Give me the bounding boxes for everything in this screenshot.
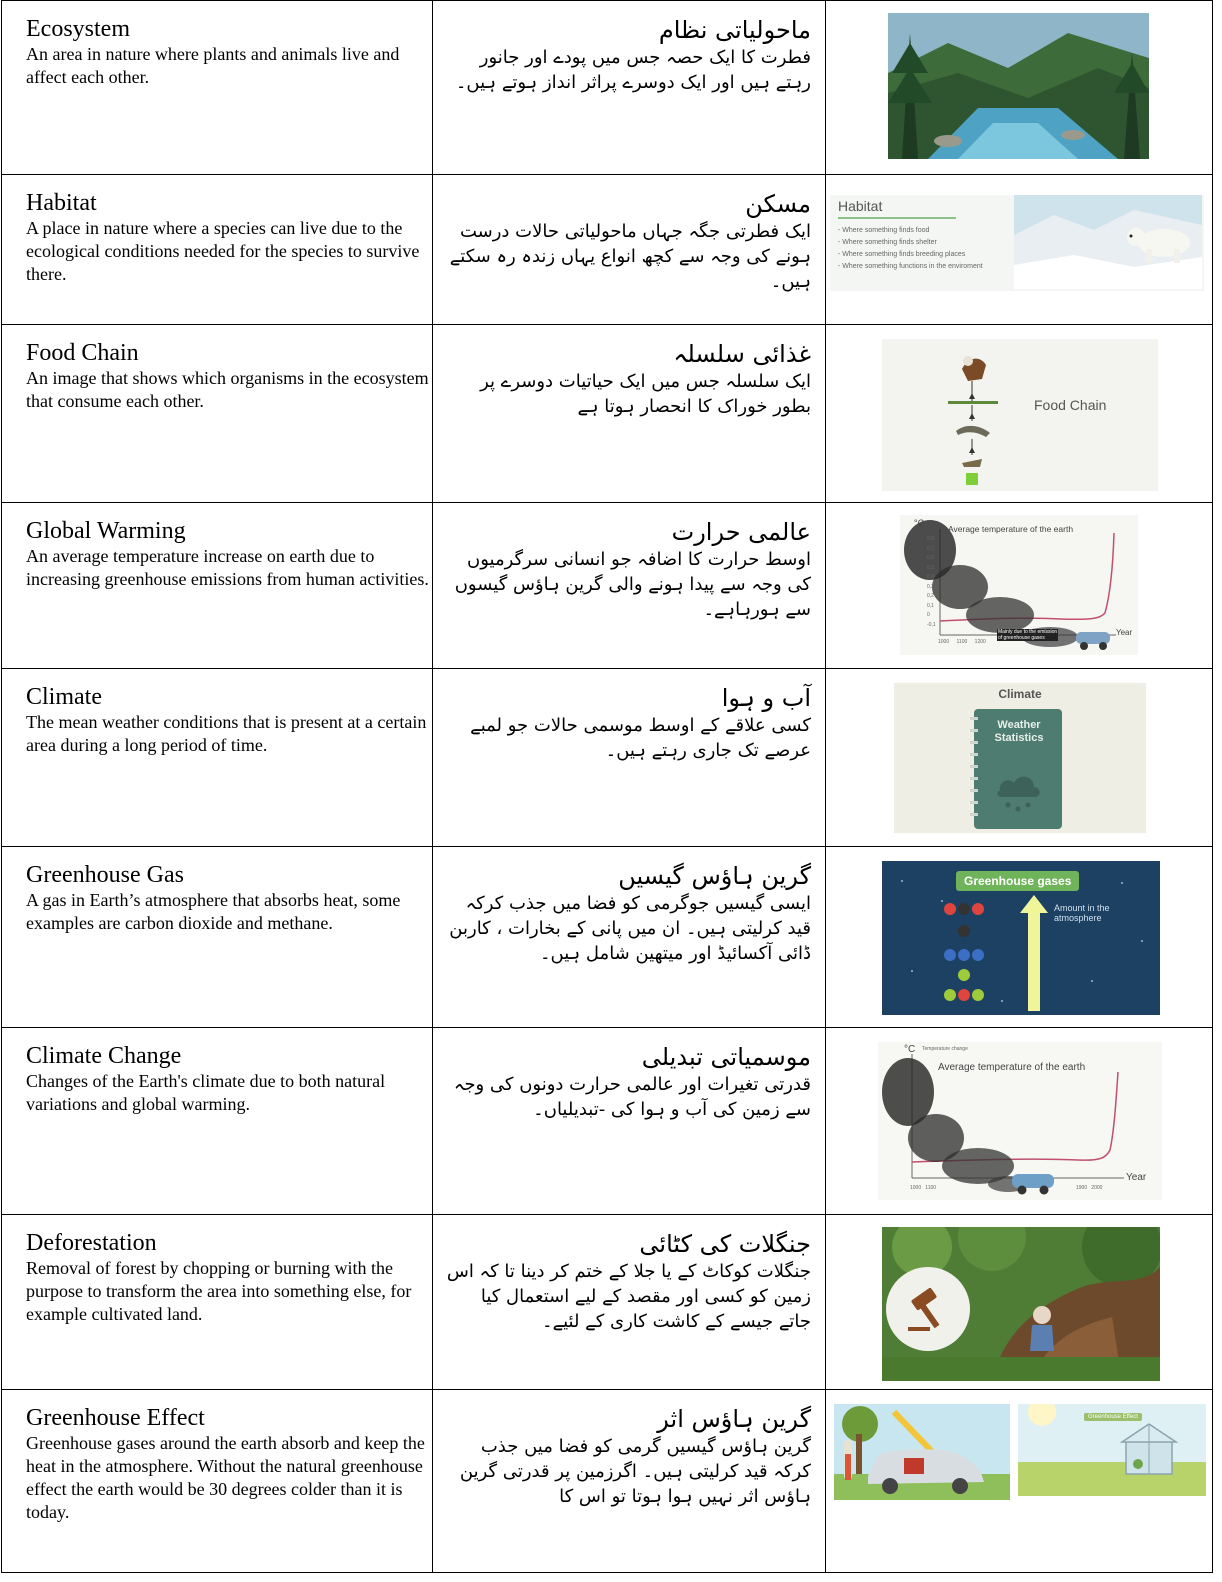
english-cell [2, 1028, 433, 1215]
image-cell [826, 847, 1213, 1028]
english-term: Habitat [26, 190, 97, 216]
image-cell [826, 1028, 1213, 1215]
urdu-term: عالمی حرارت [671, 518, 811, 546]
amount-label: Amount in the atmosphere [1054, 903, 1110, 923]
table-row [2, 847, 1213, 1028]
english-cell [2, 847, 433, 1028]
forest-river-icon [888, 13, 1149, 159]
urdu-definition: گرین ہاؤس گیسیں گرمی کو فضا میں جذب کرکہ قید کرلیتی ہیں۔ اگرزمین پر قدرتی گرین ہاؤس اثر نہیں ہوا ہوتا تو اس کا [459, 1436, 811, 1507]
urdu-term: موسمیاتی تبدیلی [641, 1043, 811, 1071]
urdu-definition: فطرت کا ایک حصہ جس میں پودے اور جانور رہتے ہیں اور ایک دوسرے پراثر انداز ہوتے ہیں۔ [455, 47, 811, 93]
urdu-term: گرین ہاؤس اثر [657, 1405, 811, 1433]
table-row [2, 669, 1213, 847]
table-row [2, 503, 1213, 669]
english-term: Ecosystem [26, 16, 130, 42]
english-cell [2, 1, 433, 175]
gavel-icon [882, 1227, 1160, 1381]
x-axis-ticks-right: 1900 2000 [1076, 1185, 1103, 1191]
image-cell [826, 1215, 1213, 1390]
table-row [2, 1, 1213, 175]
greenhouse-icon [1018, 1404, 1206, 1496]
habitat-bullets: - Where something finds food - Where something finds shelter - Where something finds breeding places - Where something functions in the enviroment [838, 227, 983, 270]
food-chain-caption: Food Chain [1034, 397, 1107, 413]
urdu-term: جنگلات کی کٹائی [639, 1230, 811, 1258]
urdu-definition: اوسط حرارت کا اضافہ جو انسانی سرگرمیوں کی وجہ سے پیدا ہونے والی گرین ہاؤس گیسوں سے ہورہاہے۔ [454, 549, 811, 620]
urdu-cell [433, 847, 826, 1028]
english-cell [2, 503, 433, 669]
weather-notebook-icon [894, 683, 1146, 833]
english-definition: A gas in Earth’s atmosphere that absorbs heat, some examples are carbon dioxide and methane. [26, 890, 401, 933]
glossary-table [1, 0, 1213, 1573]
graph-unit: °C [914, 518, 925, 528]
urdu-cell [433, 503, 826, 669]
table-row [2, 175, 1213, 325]
graph-unit: °C [904, 1044, 916, 1055]
emission-note: Mainly due to the emission of greenhouse gases [998, 629, 1058, 641]
food-chain-icon [882, 339, 1158, 491]
habitat-slide-title: Habitat [838, 198, 883, 214]
english-definition: Changes of the Earth's climate due to both natural variations and global warming. [26, 1071, 386, 1114]
english-term: Deforestation [26, 1230, 157, 1256]
urdu-definition: ایک سلسلہ جس میں ایک حیاتیات دوسرے پر بطور خوراک کا انحصار ہوتا ہے [480, 371, 811, 417]
y-axis-ticks: 0,8 0,7 0,6 0,5 0,4 0,3 0,2 0,1 0 -0,1 [927, 536, 936, 628]
english-definition: The mean weather conditions that is present at a certain area during a long period of time. [26, 712, 427, 755]
temperature-graph-icon [878, 1042, 1162, 1200]
urdu-term: گرین ہاؤس گیسیں [618, 862, 811, 890]
urdu-cell [433, 1, 826, 175]
english-cell [2, 175, 433, 325]
urdu-definition: ایسی گیسیں جوگرمی کو فضا میں جذب کرکہ قید کرلیتی ہیں۔ ان میں پانی کے بخارات ، کاربن ڈائی آکسائیڈ اور میتھین شامل ہیں۔ [449, 893, 811, 964]
table-row [2, 1390, 1213, 1573]
urdu-cell [433, 669, 826, 847]
urdu-cell [433, 1215, 826, 1390]
image-cell [826, 1, 1213, 175]
image-cell [826, 1390, 1213, 1573]
urdu-definition: جنگلات کوکاٹ کے یا جلا کے ختم کر دینا تا کہ اس زمین کو کسی اور مقصد کے لیے استعمال کیا جاتے جیسے کے کاشت کاری کے لئیے۔ [446, 1261, 811, 1332]
english-term: Climate [26, 684, 102, 710]
english-definition: An average temperature increase on earth due to increasing greenhouse emissions from human activities. [26, 546, 429, 589]
graph-title: Average temperature of the earth [938, 1062, 1086, 1073]
english-cell [2, 325, 433, 503]
urdu-definition: قدرتی تغیرات اور عالمی حرارت دونوں کی وجہ سے زمین کی آب و ہوا کی -تبدیلیاں۔ [453, 1074, 811, 1120]
english-term: Food Chain [26, 340, 139, 366]
graph-title: Average temperature of the earth [948, 524, 1074, 534]
molecules-icon [882, 861, 1160, 1015]
small-label: Temperature change [922, 1046, 968, 1052]
urdu-cell [433, 325, 826, 503]
greenhouse-effect-label: Greenhouse Effect [1084, 1413, 1142, 1421]
greenhouse-gases-title: Greenhouse gases [956, 871, 1079, 891]
urdu-term: آب و ہوا [721, 684, 811, 712]
urdu-term: مسکن [745, 190, 811, 218]
english-definition: Greenhouse gases around the earth absorb and keep the heat in the atmosphere. Without the natural greenhouse effect the earth would be 30 degrees colder than it is today. [26, 1433, 425, 1522]
table-row [2, 1215, 1213, 1390]
image-cell [826, 503, 1213, 669]
x-axis-label: Year [1116, 628, 1133, 637]
table-row [2, 325, 1213, 503]
polar-bear-icon [830, 195, 1204, 291]
urdu-cell [433, 175, 826, 325]
temperature-graph-icon [900, 515, 1138, 655]
title-underline [838, 217, 956, 219]
urdu-cell [433, 1390, 826, 1573]
image-cell [826, 669, 1213, 847]
english-term: Climate Change [26, 1043, 182, 1069]
hot-car-icon [834, 1404, 1010, 1500]
english-definition: An image that shows which organisms in the ecosystem that consume each other. [26, 368, 429, 411]
urdu-definition: ایک فطرتی جگہ جہاں ماحولیاتی حالات درست ہونے کی وجہ سے کچھ انواع یہاں زندہ رہ سکتے ہیں۔ [449, 221, 811, 292]
english-term: Greenhouse Gas [26, 862, 184, 888]
english-definition: An area in nature where plants and animals live and affect each other. [26, 44, 400, 87]
urdu-cell [433, 1028, 826, 1215]
x-axis-ticks: 1000 1100 1200 [938, 639, 986, 645]
english-definition: A place in nature where a species can live due to the ecological conditions needed for the species to survive there. [26, 218, 420, 284]
english-cell [2, 669, 433, 847]
x-axis-ticks: 1000 1100 [910, 1185, 937, 1191]
climate-slide-title: Climate [998, 687, 1042, 701]
table-row [2, 1028, 1213, 1215]
image-cell [826, 325, 1213, 503]
x-axis-label: Year [1126, 1172, 1147, 1183]
english-definition: Removal of forest by chopping or burning with the purpose to transform the area into something else, for example cultivated land. [26, 1258, 412, 1324]
urdu-definition: کسی علاقے کے اوسط موسمی حالات جو لمبے عرصے تک جاری رہتے ہیں۔ [470, 715, 811, 761]
english-cell [2, 1215, 433, 1390]
english-cell [2, 1390, 433, 1573]
urdu-term: ماحولیاتی نظام [658, 16, 811, 44]
english-term: Global Warming [26, 518, 186, 544]
notebook-label: Weather Statistics [994, 719, 1044, 744]
english-term: Greenhouse Effect [26, 1405, 205, 1431]
image-cell [826, 175, 1213, 325]
urdu-term: غذائی سلسلہ [673, 340, 811, 368]
